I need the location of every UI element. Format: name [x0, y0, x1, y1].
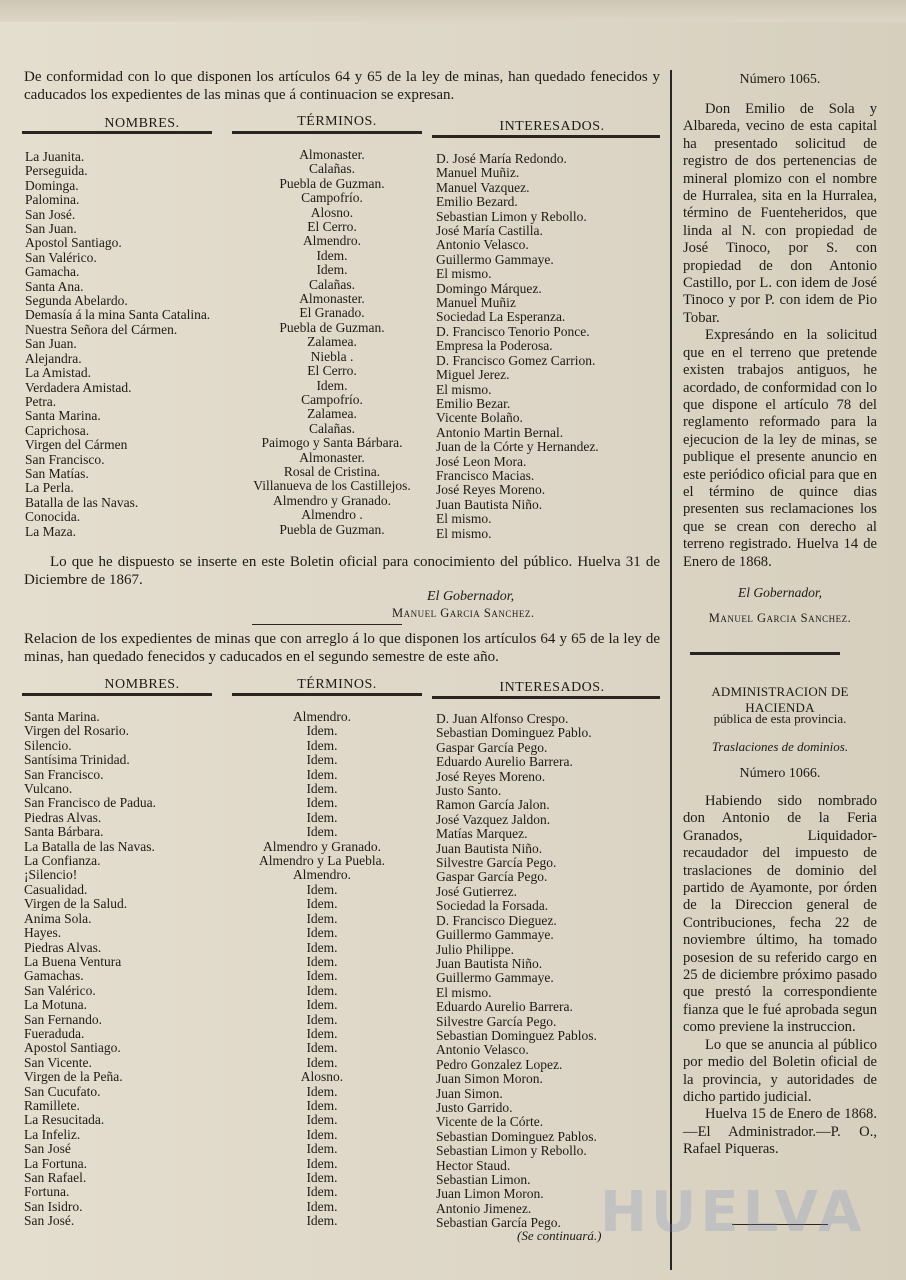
mine-name: Petra. [25, 393, 57, 409]
mine-term: Almendro . [301, 507, 363, 523]
mine-name: Gamacha. [25, 264, 80, 280]
first-terms-list [232, 148, 432, 537]
first-notice-intro: De conformidad con lo que disponen los artículos 64 y 65 de la ley de minas, han quedado fenecidos y caducados los expedientes de las minas que á continuacion se expresan. [24, 69, 660, 103]
mine-name: San Valérico. [25, 249, 97, 265]
mine-term: Idem. [306, 1126, 338, 1142]
interested-header-2: INTERESADOS. [499, 680, 605, 695]
mine-name: La Confianza. [24, 853, 101, 869]
mine-interested: Juan Simon. [436, 1085, 503, 1101]
mine-interested: Manuel Vazquez. [436, 179, 530, 195]
mine-interested: El mismo. [436, 984, 492, 1000]
mine-interested: Vicente Bolaño. [436, 410, 523, 426]
mine-name: Palomina. [25, 192, 80, 208]
text-1066-p3: Huelva 15 de Enero de 1868.—El Administrador.—P. O., Rafael Piqueras. [683, 1106, 877, 1158]
mine-term: Alosno. [310, 204, 354, 220]
mine-interested: Ramon García Jalon. [436, 797, 550, 813]
mine-interested: Antonio Martin Bernal. [436, 424, 564, 440]
first-closing-text: Lo que he dispuesto se inserte en este Boletin oficial para conocimiento del público. Huelva 31 de Diciembre de 1867. [24, 554, 660, 588]
mine-name: Apostol Santiago. [25, 235, 122, 251]
mine-term: El Cerro. [307, 363, 357, 379]
mine-interested: José Reyes Moreno. [436, 768, 546, 784]
mine-name: Segunda Abelardo. [25, 293, 128, 309]
mine-term: Almonaster. [299, 449, 365, 465]
mine-term: Calañas. [308, 420, 356, 436]
mine-interested: Justo Santo. [436, 783, 502, 799]
mine-term: Almonaster. [299, 291, 365, 307]
mine-term: Almendro y Granado. [272, 492, 392, 508]
mine-name: La Infeliz. [24, 1126, 81, 1142]
mine-interested: Sebastian Limon. [436, 1172, 531, 1187]
top-strip [0, 0, 906, 22]
terms-rule-2 [232, 693, 422, 696]
second-terms-list [222, 710, 422, 1229]
mine-name: San Valérico. [24, 982, 96, 998]
first-signature-role: El Gobernador, [427, 589, 515, 604]
mine-interested: Antonio Velasco. [436, 1042, 529, 1058]
mine-term: Almendro y Granado. [262, 838, 382, 854]
mine-interested: José María Castilla. [436, 223, 543, 239]
mine-term: Zalamea. [307, 334, 357, 350]
mine-term: Idem. [316, 377, 348, 393]
mine-name: Caprichosa. [25, 422, 90, 438]
mine-name: San Francisco. [25, 451, 105, 467]
mine-name: La Maza. [25, 523, 76, 539]
mine-term: Idem. [306, 1011, 338, 1027]
mine-interested: D. Francisco Dieguez. [436, 912, 557, 928]
mine-interested: D. Juan Alfonso Crespo. [436, 711, 569, 726]
mine-name: Virgen del Cármen [25, 437, 128, 453]
mine-interested: Sebastian Limon y Rebollo. [436, 1143, 587, 1159]
mine-term: Almendro y La Puebla. [259, 853, 385, 869]
mine-name: La Juanita. [25, 149, 85, 164]
continued-note: (Se continuará.) [517, 1228, 602, 1243]
mine-term: Idem. [306, 1198, 338, 1214]
mine-term: Almonaster. [299, 147, 365, 162]
mine-interested: Gaspar García Pego. [436, 739, 548, 755]
interested-rule-2 [432, 696, 660, 699]
mine-name: San Francisco de Padua. [24, 795, 156, 811]
mine-term: Almendro. [292, 709, 352, 724]
mine-name: ¡Silencio! [24, 867, 78, 883]
mine-interested: Juan de la Córte y Hernandez. [436, 439, 599, 455]
mine-term: Puebla de Guzman. [279, 319, 385, 335]
mine-name: Piedras Alvas. [24, 809, 102, 825]
mine-interested: Manuel Muñiz. [436, 165, 520, 181]
mine-term: Idem. [306, 881, 338, 897]
mine-term: Idem. [306, 781, 338, 797]
terms-rule [232, 131, 422, 134]
mine-name: Fueraduda. [24, 1025, 85, 1041]
mine-term: Idem. [306, 723, 338, 739]
mine-name: Batalla de las Navas. [25, 494, 139, 510]
notice-separator [252, 624, 402, 625]
mine-name: Dominga. [25, 177, 79, 193]
mine-term: Puebla de Guzman. [279, 175, 385, 191]
text-1065-p1: Don Emilio de Sola y Albareda, vecino de esta capital ha presentado solicitud de registro de dos pertenencias de mineral plomizo con el nombre de Hurralea, sita en la Hurralea, término de Fuenteheridos, que linda al N. con propiedad de José Tinoco, por S. con propiedad de don Antonio Castillo, por L. con idem de José Tinoco y por P. con idem de Pio Tobar. [683, 101, 877, 326]
mine-term: Idem. [306, 925, 338, 941]
mine-interested: Juan Simon Moron. [436, 1071, 543, 1087]
mine-interested: Sebastian Dominguez Pablos. [436, 1128, 597, 1144]
mine-term: Rosal de Cristina. [283, 463, 381, 479]
mine-interested: El mismo. [436, 266, 492, 282]
mine-interested: José Leon Mora. [436, 453, 527, 469]
mine-term: Idem. [306, 982, 338, 998]
mine-interested: Eduardo Aurelio Barrera. [436, 999, 573, 1015]
mine-interested: Juan Limon Moron. [436, 1186, 544, 1202]
mine-name: La Fortuna. [24, 1155, 87, 1171]
mine-interested: Hector Staud. [436, 1157, 511, 1173]
text-1065 [683, 101, 877, 571]
mine-name: Santa Marina. [25, 408, 101, 424]
mine-term: Alosno. [300, 1069, 344, 1085]
column-divider [670, 70, 672, 1270]
mine-interested: Juan Bautista Niño. [436, 496, 543, 512]
mine-interested: D. José María Redondo. [436, 151, 567, 166]
mine-name: Vulcano. [24, 781, 73, 797]
mine-interested: Silvestre García Pego. [436, 1013, 557, 1029]
mine-name: Virgen de la Salud. [24, 896, 128, 912]
mine-name: Santa Marina. [24, 709, 100, 724]
mine-term: Niebla . [310, 348, 354, 364]
names-rule-2 [22, 693, 212, 696]
mine-term: Idem. [306, 1170, 338, 1185]
right-signature-name: Manuel Garcia Sanchez. [708, 611, 852, 625]
mine-interested: Antonio Jimenez. [436, 1200, 532, 1216]
mine-name: Gamachas. [24, 968, 84, 984]
mine-interested: José Vazquez Jaldon. [436, 811, 551, 827]
mine-interested: Antonio Velasco. [436, 237, 529, 253]
mine-name: San Juan. [25, 221, 77, 237]
mine-term: Calañas. [308, 276, 356, 292]
mine-interested: Sebastian García Pego. [436, 1215, 561, 1231]
mine-name: Hayes. [24, 925, 62, 941]
mine-interested: Sebastian Dominguez Pablos. [436, 1027, 597, 1043]
mine-interested: Vicente de la Córte. [436, 1114, 544, 1130]
mine-name: Perseguida. [25, 163, 88, 179]
mine-term: Idem. [316, 262, 348, 278]
mine-name: San Juan. [25, 336, 77, 352]
mine-interested: Eduardo Aurelio Barrera. [436, 754, 573, 770]
right-separator [690, 652, 840, 655]
mine-term: Idem. [306, 1083, 338, 1099]
mine-term: Idem. [306, 896, 338, 912]
mine-term: Idem. [306, 824, 338, 840]
mine-name: San José. [25, 206, 76, 222]
mine-name: La Amistad. [25, 365, 91, 381]
second-names-list [24, 710, 224, 1229]
mine-name: Santísima Trinidad. [24, 752, 130, 768]
mine-term: Campofrío. [301, 190, 363, 206]
mine-name: Conocida. [25, 509, 81, 525]
mine-name: San Cucufato. [24, 1083, 101, 1099]
mine-term: Idem. [306, 1097, 338, 1113]
mine-term: Idem. [306, 1040, 338, 1056]
mine-term: Puebla de Guzman. [279, 521, 385, 537]
mine-term: Idem. [306, 809, 338, 825]
mine-interested: D. Francisco Gomez Carrion. [436, 352, 596, 368]
mine-interested: Manuel Muñiz [436, 295, 516, 311]
mine-name: Apostol Santiago. [24, 1040, 121, 1056]
text-1066-p2: Lo que se anuncia al público por medio del Boletin oficial de la provincia, y autoridades de dicho partido judicial. [683, 1036, 877, 1105]
mine-interested: Francisco Macias. [436, 467, 535, 483]
mine-name: Verdadera Amistad. [25, 379, 132, 395]
second-interested-list [436, 712, 666, 1231]
interested-header: INTERESADOS. [499, 119, 605, 134]
mine-interested: Matías Marquez. [436, 826, 528, 842]
mine-name: La Resucitada. [24, 1112, 105, 1128]
mine-interested: José Gutierrez. [436, 883, 517, 899]
mine-name: San José. [24, 1213, 75, 1229]
first-closing [24, 553, 660, 589]
mine-name: Demasía á la mina Santa Catalina. [25, 307, 211, 323]
mine-name: Casualidad. [24, 881, 88, 897]
mine-name: La Perla. [25, 480, 74, 496]
mine-interested: El mismo. [436, 525, 492, 541]
mine-interested: Emilio Bezard. [436, 194, 518, 210]
mine-name: La Batalla de las Navas. [24, 838, 155, 854]
mine-term: Idem. [306, 795, 338, 811]
mine-name: La Buena Ventura [24, 953, 122, 969]
mine-term: Idem. [306, 910, 338, 926]
first-signature-name: Manuel Garcia Sanchez. [392, 606, 535, 620]
mine-term: Idem. [306, 953, 338, 969]
mine-term: Idem. [306, 766, 338, 782]
first-interested-list [436, 152, 666, 541]
names-rule [22, 131, 212, 134]
mine-term: Idem. [316, 247, 348, 263]
mine-interested: Empresa la Poderosa. [436, 338, 553, 354]
mine-term: Idem. [306, 968, 338, 984]
mine-name: Anima Sola. [24, 910, 92, 926]
mine-interested: Justo Garrido. [436, 1099, 513, 1115]
mine-term: Idem. [306, 997, 338, 1013]
mine-name: San Francisco. [24, 766, 104, 782]
mine-term: Calañas. [308, 161, 356, 177]
mine-term: Idem. [306, 1213, 338, 1229]
mine-term: Zalamea. [307, 406, 357, 422]
mine-interested: Guillermo Gammaye. [436, 927, 554, 943]
mine-interested: Emilio Bezar. [436, 395, 511, 411]
mine-name: San Vicente. [24, 1054, 92, 1070]
mine-term: Idem. [306, 1184, 338, 1200]
interested-rule [432, 135, 660, 138]
names-header: NOMBRES. [104, 116, 180, 131]
text-1066 [683, 793, 877, 1159]
mine-name: Santa Ana. [25, 278, 84, 294]
mine-name: Piedras Alvas. [24, 939, 102, 955]
mine-name: San Isidro. [24, 1198, 83, 1214]
mine-name: San Rafael. [24, 1170, 87, 1185]
mine-name: Silencio. [24, 737, 72, 753]
second-notice-intro [24, 630, 660, 666]
mine-interested: Guillermo Gammaye. [436, 251, 554, 267]
mine-interested: Sociedad La Esperanza. [436, 309, 566, 325]
mine-term: Idem. [306, 1025, 338, 1041]
mine-interested: Silvestre García Pego. [436, 855, 557, 871]
mine-name: La Motuna. [24, 997, 87, 1013]
terms-header: TÉRMINOS. [297, 114, 377, 129]
mine-name: San Matías. [25, 465, 89, 481]
admin-section: Traslaciones de dominios. [711, 739, 849, 754]
terms-header-2: TÉRMINOS. [297, 677, 377, 692]
mine-term: Almendro. [292, 867, 352, 883]
mine-term: Idem. [306, 752, 338, 768]
mine-term: Villanueva de los Castillejos. [253, 478, 411, 494]
mine-interested: José Reyes Moreno. [436, 482, 546, 498]
mine-interested: Guillermo Gammaye. [436, 970, 554, 986]
mine-term: Campofrío. [301, 391, 363, 407]
mine-interested: El mismo. [436, 381, 492, 397]
mine-term: Paimogo y Santa Bárbara. [261, 435, 403, 451]
text-1066-p1: Habiendo sido nombrado don Antonio de la Feria Granados, Liquidador-recaudador del impuesto de traslaciones de dominio del partido de Ayamonte, por órden de la Direccion general de Contribuciones, fecha 22 de noviembre último, ha tomado posesion de su referido cargo en 25 de diciembre próximo pasado que prestó la correspondiente fianza que le fué aprobada segun como previene la instruccion. [683, 793, 877, 1036]
first-names-list [25, 150, 225, 539]
names-header-2: NOMBRES. [104, 677, 180, 692]
right-signature-role: El Gobernador, [738, 585, 822, 600]
second-notice-text: Relacion de los expedientes de minas que con arreglo á lo que disponen los artículos 64 y 65 de la ley de minas, han quedado fenecidos y caducados en el segundo semestre de este año. [24, 631, 660, 665]
mine-name: Fortuna. [24, 1184, 70, 1200]
mine-interested: Julio Philippe. [436, 941, 515, 957]
mine-interested: El mismo. [436, 511, 492, 527]
mine-interested: Sebastian Dominguez Pablo. [436, 725, 592, 741]
mine-term: Idem. [306, 1141, 338, 1157]
mine-term: El Granado. [299, 305, 365, 321]
number-1065: Número 1065. [739, 72, 821, 87]
mine-term: Idem. [306, 1112, 338, 1128]
mine-interested: D. Francisco Tenorio Ponce. [436, 323, 590, 339]
admin-heading: ADMINISTRACION DE HACIENDA [711, 684, 849, 715]
mine-name: Ramillete. [24, 1097, 80, 1113]
mine-term: El Cerro. [307, 219, 357, 235]
mine-name: San Fernando. [24, 1011, 102, 1027]
mine-name: Virgen del Rosario. [24, 723, 130, 739]
mine-name: Santa Bárbara. [24, 824, 104, 840]
mine-term: Almendro. [302, 233, 362, 249]
text-1065-p2: Expresándo en la solicitud que en el terreno que pretende existen trabajos antiguos, he acordado, de conformidad con lo que dispone el artículo 78 del reglamento reformado para la ejecucion de la ley de minas, se publique el presente anuncio en este periódico oficial para que en el término de quince dias presenten sus reclamaciones los que se crean con derecho al terreno registrado. Huelva 14 de Enero de 1868. [683, 327, 877, 570]
mine-interested: Juan Bautista Niño. [436, 955, 543, 971]
mine-name: Alejandra. [25, 350, 82, 366]
mine-term: Idem. [306, 1054, 338, 1070]
mine-interested: Gaspar García Pego. [436, 869, 548, 885]
mine-term: Idem. [306, 737, 338, 753]
mine-interested: Sebastian Limon y Rebollo. [436, 208, 587, 224]
mine-name: Nuestra Señora del Cármen. [25, 321, 178, 337]
mine-interested: Sociedad la Forsada. [436, 898, 549, 914]
huelva-watermark: HUELVA [600, 1180, 866, 1245]
mine-interested: Pedro Gonzalez Lopez. [436, 1056, 563, 1072]
mine-interested: Miguel Jerez. [436, 367, 510, 383]
mine-name: San José [24, 1141, 71, 1157]
mine-term: Idem. [306, 1155, 338, 1171]
mine-term: Idem. [306, 939, 338, 955]
mine-interested: Domingo Márquez. [436, 280, 542, 296]
mine-name: Virgen de la Peña. [24, 1069, 123, 1085]
admin-subheading: pública de esta provincia. [713, 711, 847, 726]
mine-interested: Juan Bautista Niño. [436, 840, 543, 856]
number-1066: Número 1066. [739, 766, 821, 781]
